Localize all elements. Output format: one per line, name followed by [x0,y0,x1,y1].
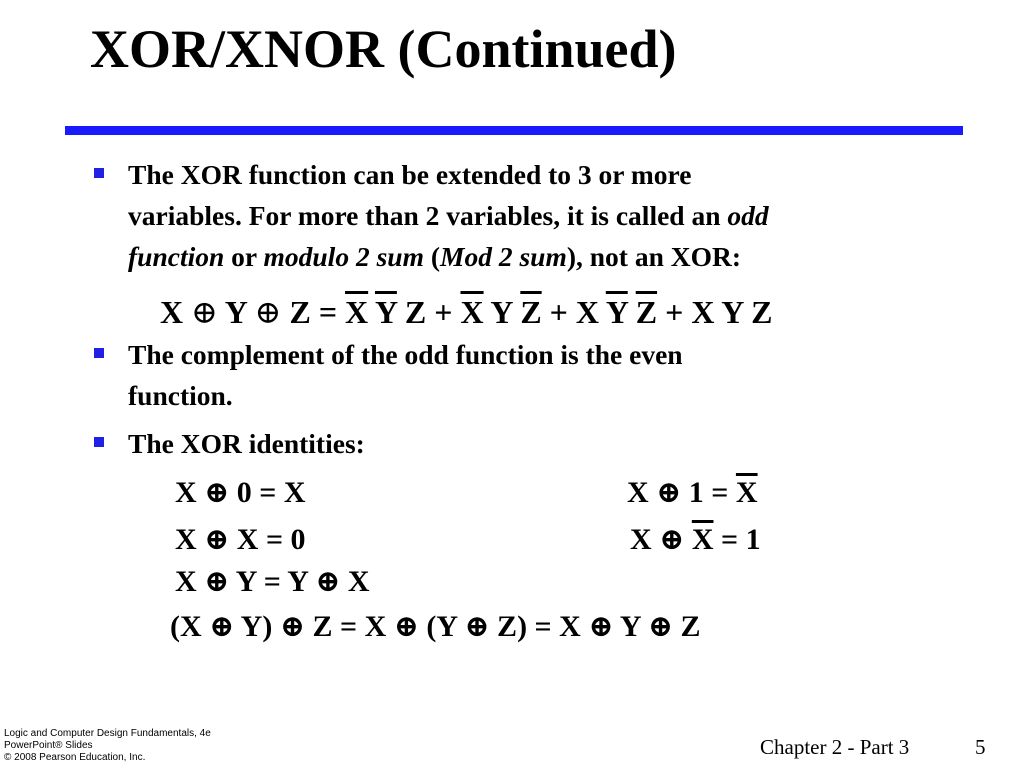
bullet-3-text [128,423,948,464]
eq-plus: + [426,294,461,330]
eq-literal-x: X [691,294,715,330]
identity-x-xor-1 [627,478,758,508]
bullet-1-line-2 [128,195,948,236]
eq-literal-x-complement: $\overline{X}$ [345,294,369,330]
eq-literal-z-complement: $\overline{Z}$ [520,294,542,330]
footer-chapter: Chapter 2 - Part 3 [760,735,910,759]
bullet-1-italic-function: function [128,241,225,272]
identity-x-complement: $\overline{X}$ [691,523,714,556]
bullet-1-line-2-italic: odd [727,200,769,231]
bullet-1-text [128,154,948,277]
bullet-marker [94,168,104,178]
bullet-1-text-end: ), not an XOR: [566,241,742,272]
footer-copyright: © 2008 Pearson Education, Inc. [4,752,146,763]
bullet-1-text-paren: ( [423,241,441,272]
identity-x-xor-xbar [630,525,761,555]
eq-plus: + [657,294,692,330]
identity-commutative: X ⊕ Y = Y ⊕ X [175,565,370,598]
bullet-marker [94,348,104,358]
identity-x-xor-1-left: X ⊕ 1 = [627,476,736,509]
eq-var-y: Y [224,294,247,330]
bullet-1-italic-modulo: modulo 2 sum [263,241,424,272]
identity-x-xor-0: X ⊕ 0 = X [175,476,306,509]
eq-literal-z: Z [751,294,773,330]
bullet-1-line-2-text: variables. For more than 2 variables, it is called an [128,200,728,231]
footer-book-info [4,728,211,764]
identity-x-complement: $\overline{X}$ [735,476,758,509]
eq-literal-y-complement: $\overline{Y}$ [374,294,397,330]
eq-terms [345,294,772,330]
bullet-2-text [128,334,948,416]
eq-literal-x: X [575,294,599,330]
bullet-2-line-1: The complement of the odd function is the even [128,339,683,370]
title-divider [65,126,963,135]
bullet-1-line-1: The XOR function can be extended to 3 or more [128,159,692,190]
eq-literal-y: Y [721,294,744,330]
xor-symbol: ⊕ [191,294,218,330]
footer-page-number: 5 [975,735,986,759]
identity-x-xor-xbar-left: X ⊕ [630,523,692,556]
slide-title: XOR/XNOR (Continued) [90,19,677,79]
eq-literal-y: Y [490,294,513,330]
bullet-1-line-3 [128,236,948,277]
footer-book-slides: PowerPoint® Slides [4,740,93,751]
eq-var-z: Z [289,294,311,330]
footer-book-title: Logic and Computer Design Fundamentals, 4e [4,728,211,739]
identity-x-xor-xbar-right: = 1 [713,523,761,556]
eq-equals: = [318,294,338,330]
eq-literal-z-complement: $\overline{Z}$ [635,294,658,330]
odd-function-equation [160,296,773,328]
eq-literal-x-complement: $\overline{X}$ [460,294,484,330]
eq-plus: + [541,294,576,330]
bullet-marker [94,437,104,447]
eq-var-x: X [160,294,184,330]
xor-symbol: ⊕ [254,294,282,330]
identity-x-xor-x: X ⊕ X = 0 [175,523,306,556]
bullet-2-line-2: function. [128,380,233,411]
eq-literal-z: Z [404,294,427,330]
eq-literal-y-complement: $\overline{Y}$ [605,294,628,330]
bullet-1-text-or: or [224,241,264,272]
bullet-1-italic-mod2: Mod 2 sum [440,241,567,272]
identity-associative: (X ⊕ Y) ⊕ Z = X ⊕ (Y ⊕ Z) = X ⊕ Y ⊕ Z [170,610,701,643]
bullet-3-line-1: The XOR identities: [128,428,365,459]
